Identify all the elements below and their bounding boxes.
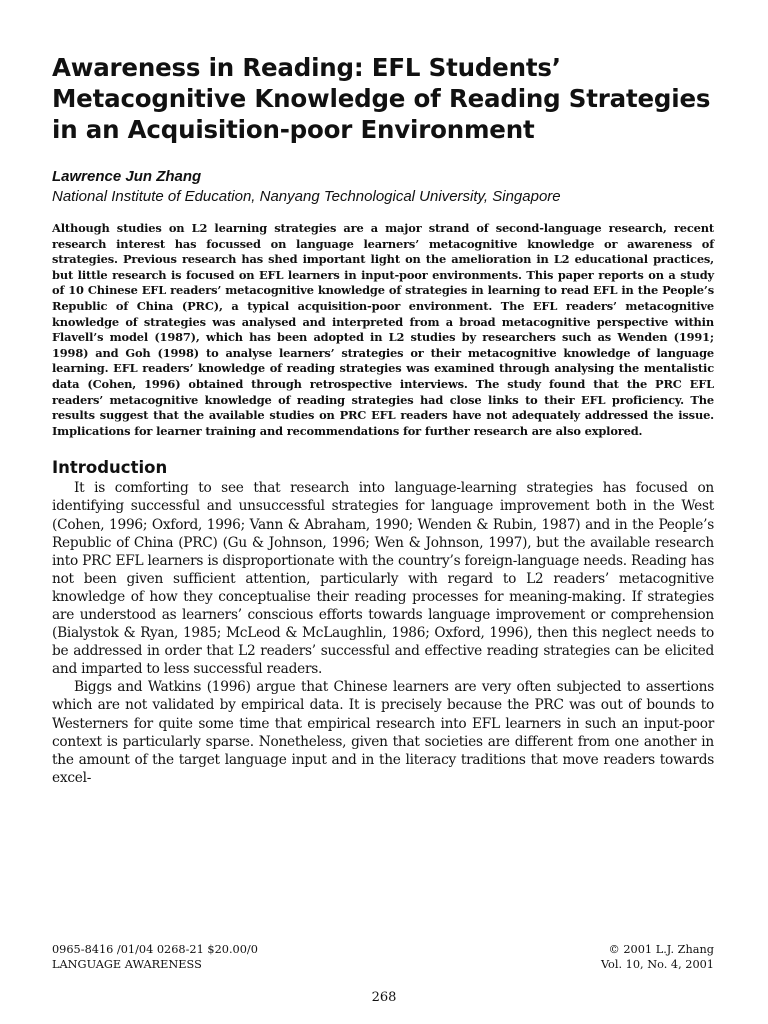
article-title: Awareness in Reading: EFL Students’ Metacognitive Knowledge of Reading Strategies in an Acquisition-poor Environment	[52, 53, 711, 144]
copyright-notice: © 2001 L.J. Zhang	[608, 943, 714, 956]
author-affiliation: National Institute of Education, Nanyang Technological University, Singapore	[52, 188, 561, 205]
abstract: Although studies on L2 learning strategies are a major strand of second-language research, recent research interest has focussed on language learners’ metacognitive knowledge or awareness of strategies. Previous research has shed important light on the amelioration in L2 educational practices, but little research is focused on EFL learners in input-poor environments. This paper reports on a study of 10 Chinese EFL readers’ metacognitive knowledge of strategies in learning to read EFL in the People’s Republic of China (PRC), a typical acquisition-poor environment. The EFL readers’ metacognitive knowledge of strategies was analysed and interpreted from a broad metacognitive perspective within Flavell’s model (1987), which has been adopted in L2 studies by researchers such as Wenden (1991; 1998) and Goh (1998) to analyse learners’ strategies or their metacognitive knowledge of language learning. EFL readers’ knowledge of reading strategies was examined through analysing the mentalistic data (Cohen, 1996) obtained through retrospective interviews. The study found that the PRC EFL readers’ metacognitive knowledge of reading strategies had close links to their EFL proficiency. The results suggest that the available studies on PRC EFL readers have not adequately addressed the issue. Implications for learner training and recommendations for further research are also explored.	[52, 221, 714, 438]
volume-info: Vol. 10, No. 4, 2001	[600, 958, 714, 971]
section-heading-introduction: Introduction	[52, 458, 168, 478]
introduction-body	[52, 479, 714, 787]
paragraph: Biggs and Watkins (1996) argue that Chinese learners are very often subjected to assertions which are not validated by empirical data. It is precisely because the PRC was out of bounds to Westerners for quite some time that empirical research into EFL learners in such an input-poor context is particularly sparse. Nonetheless, given that societies are different from one another in the amount of the target language input and in the literacy traditions that move readers towards excel-	[52, 679, 714, 786]
issn-line: 0965-8416 /01/04 0268-21 $20.00/0	[52, 943, 258, 956]
journal-name: LANGUAGE AWARENESS	[52, 958, 202, 971]
paragraph: It is comforting to see that research into language-learning strategies has focused on identifying successful and unsuccessful strategies for language improvement both in the West (Cohen, 1996; Oxford, 1996; Vann & Abraham, 1990; Wenden & Rubin, 1987) and in the People’s Republic of China (PRC) (Gu & Johnson, 1996; Wen & Johnson, 1997), but the available research into PRC EFL learners is disproportionate with the country’s foreign-language needs. Reading has not been given sufficient attention, particularly with regard to L2 readers’ metacognitive knowledge of how they conceptualise their reading processes for meaning-making. If strategies are understood as learners’ conscious efforts towards language improvement or comprehension (Bialystok & Ryan, 1985; McLeod & McLaughlin, 1986; Oxford, 1996), then this neglect needs to be addressed in order that L2 readers’ successful and effective reading strategies can be elicited and imparted to less successful readers.	[52, 480, 714, 678]
footer-row-bottom	[52, 957, 714, 972]
footer-row-top	[52, 942, 714, 957]
author-name: Lawrence Jun Zhang	[52, 168, 202, 185]
page-number: 268	[371, 990, 397, 1005]
article-page	[52, 52, 714, 787]
page-footer	[52, 942, 714, 972]
